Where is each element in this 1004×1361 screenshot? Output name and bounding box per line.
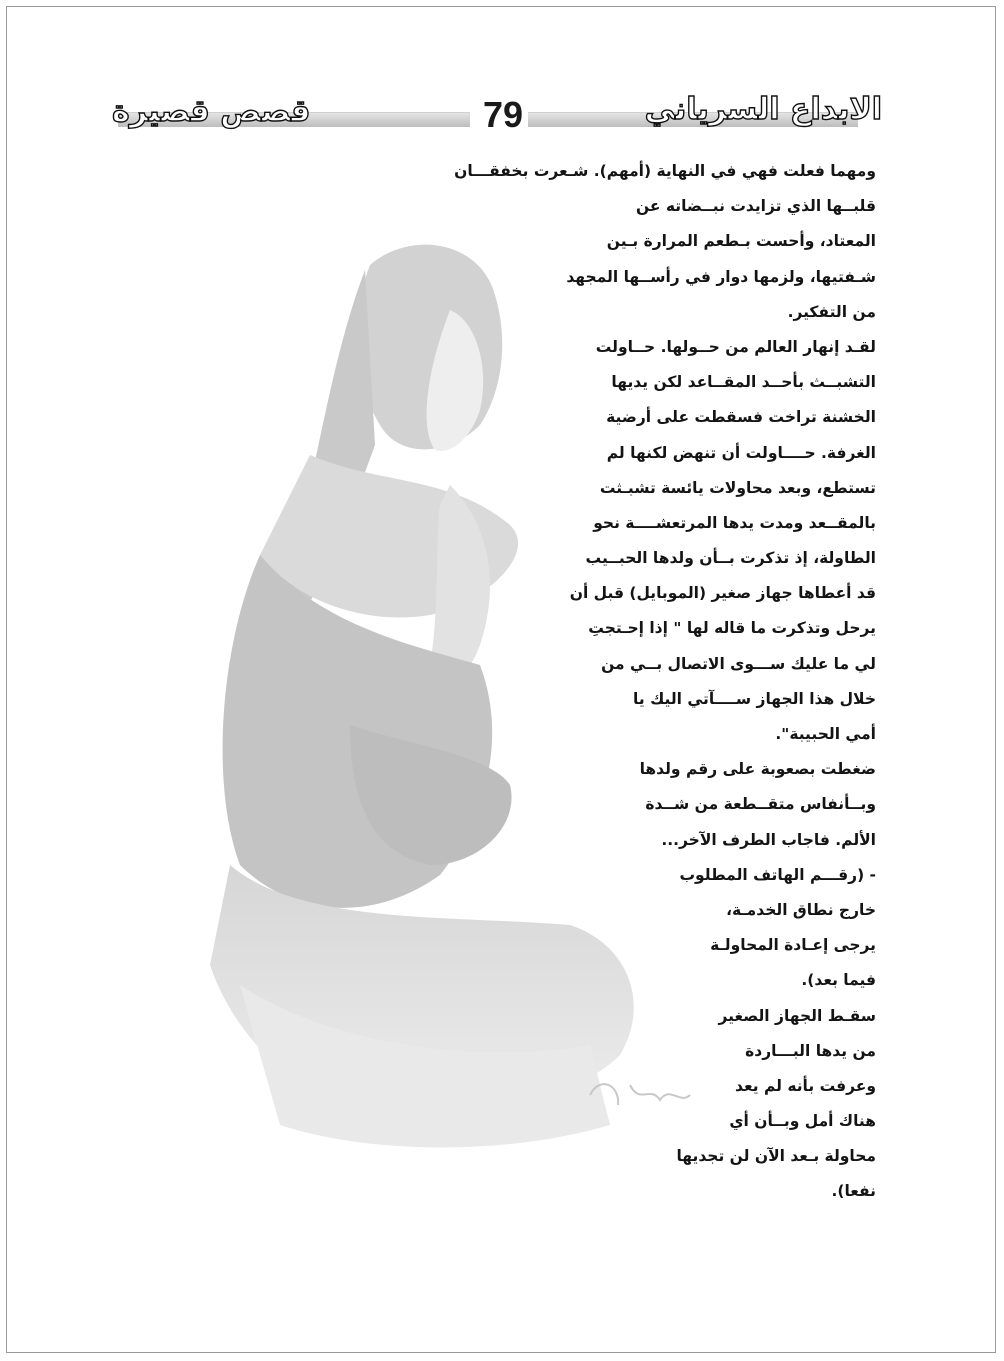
section-title: قصص قصيرة	[112, 94, 311, 129]
story-line: محاولة بـعد الآن لن تجديها	[676, 1147, 876, 1166]
page-number: 79	[483, 94, 524, 135]
story-line: الغرفة. حــــاولت أن تنهض لكنها لم	[606, 443, 876, 462]
story-line: يرجى إعـادة المحاولـة	[710, 936, 876, 955]
story-line: الطاولة، إذ تذكرت بــأن ولدها الحبــيب	[585, 549, 876, 568]
story-line: بالمقــعد ومدت يدها المرتعشــــة نحو	[593, 513, 876, 532]
story-line: يرحل وتذكرت ما قاله لها " إذا إحـتجتِ	[588, 619, 876, 638]
story-line: لي ما عليك ســـوى الاتصال بــي من	[601, 654, 876, 673]
story-line: أمي الحبيبة".	[775, 725, 876, 743]
story-line: خلال هذا الجهاز ســــآتي اليك يا	[633, 689, 876, 708]
story-line: الخشنة تراخت فسقطت على أرضية	[606, 408, 876, 427]
story-line: فيما بعد).	[801, 971, 876, 990]
story-line: لقـد إنهار العالم من حــولها. حــاولت	[595, 337, 876, 356]
story-line: ومهما فعلت فهي في النهاية (أمهم). شـعرت بخفقـــان	[454, 162, 876, 180]
magazine-title: الابداع السرياني	[644, 92, 882, 127]
story-line: هناك أمل وبــأن أي	[729, 1112, 876, 1131]
story-line: وبــأنفاس متقــطعة من شــدة	[645, 795, 876, 814]
story-line: سقـط الجهاز الصغير	[718, 1006, 876, 1025]
story-line: وعرفت بأنه لم يعد	[735, 1076, 876, 1095]
story-line: شـفتيها، ولزمها دوار في رأســها المجهد	[566, 267, 876, 286]
story-line: التشبــث بأحــد المقــاعد لكن يديها	[611, 373, 876, 392]
story-line: - (رقـــم الهاتف المطلوب	[679, 865, 876, 884]
story-text	[276, 154, 876, 1210]
story-line: من التفكير.	[787, 302, 876, 321]
story-line: من يدها البـــاردة	[745, 1041, 876, 1060]
story-line: نفعا).	[831, 1182, 876, 1201]
story-line: ضغطت بصعوبة على رقم ولدها	[639, 760, 876, 779]
story-line: خارج نطاق الخدمـة،	[726, 900, 876, 919]
story-line: الألم. فاجاب الطرف الآخر...	[661, 830, 876, 849]
story-line: المعتاد، وأحست بـطعم المرارة بـين	[606, 232, 876, 251]
story-line: قلبــها الذي تزايدت نبــضاته عن	[635, 197, 876, 216]
story-line: تستطع، وبعد محاولات يائسة تشبـثت	[599, 478, 876, 497]
story-line: قد أعطاها جهاز صغير (الموبايل) قبل أن	[569, 584, 876, 603]
